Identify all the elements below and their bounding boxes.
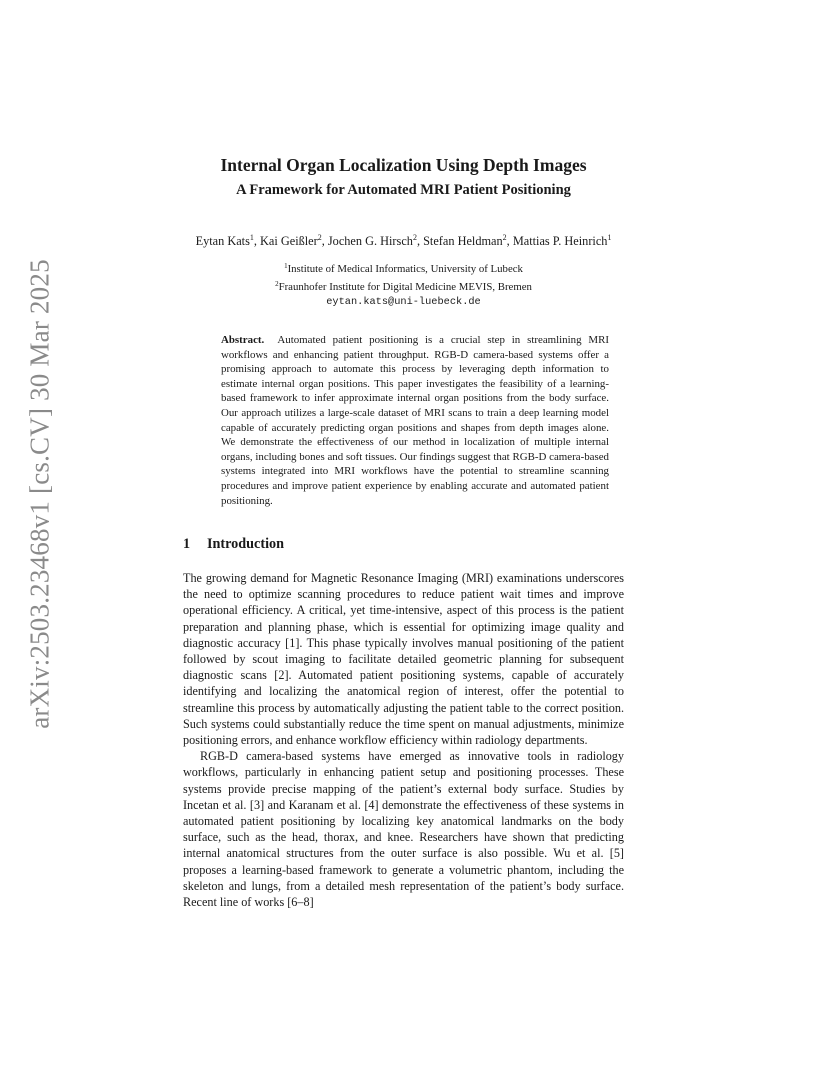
paper-subtitle: A Framework for Automated MRI Patient Positioning	[236, 182, 571, 198]
body-paragraph: RGB-D camera-based systems have emerged as innovative tools in radiology workflows, particularly in enhancing patient setup and positioning processes. These systems provide precise mapping of the patient’s external body surface. Studies by Incetan et al. [3] and Karanam et al. [4] demonstrate the effectiveness of these systems in automated patient positioning by localizing key anatomical landmarks on the body surface, such as the head, thorax, and knee. Researchers have shown that predicting internal anatomical structures from the outer surface is also possible. Wu et al. [5] proposes a learning-based framework to generate a volumetric phantom, including the skeleton and lungs, from a detailed mesh representation of the patient’s body surface. Recent line of works [6–8]	[183, 749, 624, 910]
affiliation: $^1$Institute of Medical Informatics, University of Lubeck	[284, 262, 523, 275]
author: Mattias P. Heinrich$^1$	[512, 233, 612, 248]
paper-title: Internal Organ Localization Using Depth Images	[220, 155, 587, 175]
author: Eytan Kats$^1$,	[195, 233, 261, 248]
abstract-label: Abstract.	[221, 334, 265, 346]
author: Stefan Heldman$^2$,	[423, 233, 513, 248]
abstract-text: Automated patient positioning is a crucial step in streamlining MRI workflows and enhancing patient throughput. RGB-D camera-based systems offer a promising approach to automate this process by leveraging depth information to estimate internal organ positions. This paper investigates the feasibility of a learning-based framework to infer approximate internal organ positions from the body surface. Our approach utilizes a large-scale dataset of MRI scans to train a deep learning model capable of accurately predicting organ positions and shapes from depth images alone. We demonstrate the effectiveness of our method in localization of multiple internal organs, including bones and soft tissues. Our findings suggest that RGB-D camera-based systems integrated into MRI workflows have the potential to streamline scanning procedures and improve patient experience by enabling accurate and automated patient positioning.	[221, 334, 609, 507]
arxiv-sidebar	[22, 256, 58, 732]
affiliation: $^2$Fraunhofer Institute for Digital Medicine MEVIS, Bremen	[275, 280, 532, 293]
section-body	[183, 570, 624, 910]
contact-email: eytan.kats@uni-luebeck.de	[326, 296, 481, 308]
abstract	[221, 333, 609, 508]
section-number: 1	[183, 536, 191, 552]
section-title: Introduction	[207, 536, 284, 552]
arxiv-identifier: arXiv:2503.23468v1 [cs.CV] 30 Mar 2025	[24, 259, 55, 729]
author: Jochen G. Hirsch$^2$,	[327, 233, 424, 248]
author-list	[183, 230, 624, 249]
section-heading	[183, 534, 624, 554]
body-paragraph: The growing demand for Magnetic Resonance Imaging (MRI) examinations underscores the need to optimize scanning procedures to reduce patient wait times and improve operational efficiency. A critical, yet time-intensive, aspect of this process is the patient preparation and planning phase, which is essential for optimizing image quality and diagnostic accuracy [1]. This phase typically involves manual positioning of the patient followed by scout imaging to facilitate detailed geometric planning for subsequent diagnostic scans [2]. Automated patient positioning systems, capable of accurately identifying and localizing the anatomical region of interest, offer the potential to streamline this process by automatically adjusting the patient table to the correct position. Such systems could substantially reduce the time spent on manual adjustments, minimize positioning errors, and enhance workflow efficiency within radiology departments.	[183, 571, 624, 748]
author: Kai Geißler$^2$,	[260, 233, 328, 248]
affiliations	[183, 259, 624, 310]
